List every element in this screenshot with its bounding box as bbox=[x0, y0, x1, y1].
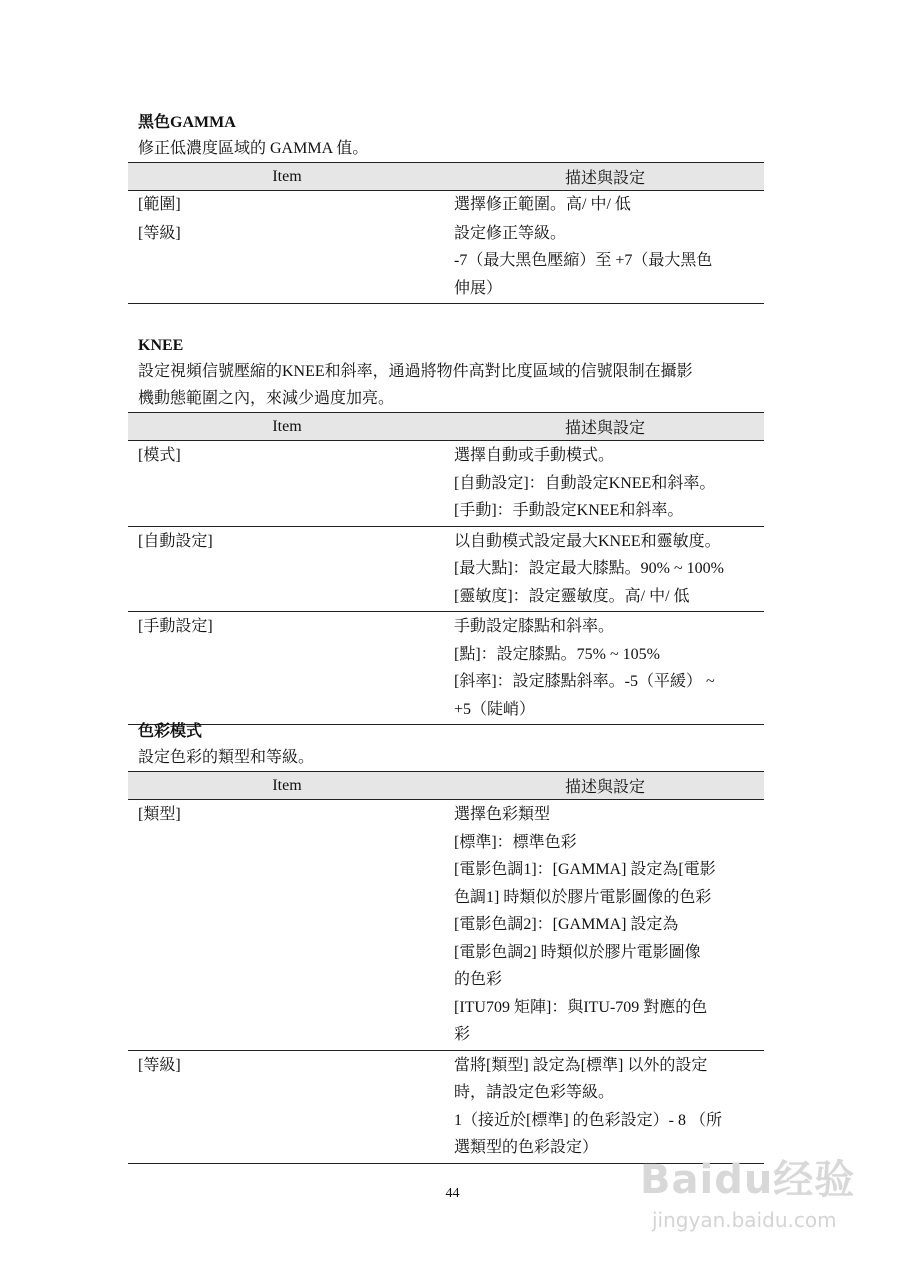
table-row bbox=[128, 191, 764, 219]
description-line: 當將[類型] 設定為[標準] 以外的設定 bbox=[454, 1056, 708, 1074]
description-line: 彩 bbox=[454, 1026, 471, 1043]
description-line: 時，請設定色彩等級。 bbox=[454, 1084, 615, 1101]
description-line: 1（接近於[標準] 的色彩設定）- 8 （所 bbox=[454, 1111, 722, 1129]
section-black-gamma bbox=[128, 111, 764, 304]
description-line: [電影色調2]：[GAMMA] 設定為 bbox=[454, 916, 679, 933]
section-description bbox=[138, 744, 764, 771]
header-description: 描述與設定 bbox=[446, 163, 764, 191]
description-line: [點]：設定膝點。75% ~ 105% bbox=[454, 645, 660, 663]
baidu-watermark bbox=[640, 1148, 880, 1258]
description-line: 機動態範圍之內，來減少過度加亮。 bbox=[138, 390, 395, 407]
row-description bbox=[446, 526, 764, 612]
row-item: [等級] bbox=[128, 219, 446, 304]
row-description bbox=[446, 800, 764, 1051]
description-line: 選類型的色彩設定） bbox=[454, 1139, 599, 1156]
description-line: 色調1] 時類似於膠片電影圖像的色彩 bbox=[454, 888, 712, 906]
description-line: 手動設定膝點和斜率。 bbox=[454, 618, 615, 635]
section-knee bbox=[128, 334, 764, 725]
header-description: 描述與設定 bbox=[446, 772, 764, 800]
description-line: 設定色彩的類型和等級。 bbox=[138, 749, 315, 766]
description-line: 選擇自動或手動模式。 bbox=[454, 447, 615, 464]
table-header-row bbox=[128, 772, 764, 800]
description-line: 設定修正等級。 bbox=[454, 224, 567, 242]
row-item: [手動設定] bbox=[128, 612, 446, 725]
row-item: [類型] bbox=[128, 800, 446, 1051]
page-number: 44 bbox=[445, 1186, 460, 1201]
description-line: 以自動模式設定最大KNEE和靈敏度。 bbox=[454, 532, 721, 550]
table-header-row bbox=[128, 413, 764, 441]
table-row bbox=[128, 1050, 764, 1163]
section-title: 黑色GAMMA bbox=[138, 114, 236, 131]
description-line: +5（陡峭） bbox=[454, 700, 536, 718]
description-line: [電影色調1]：[GAMMA] 設定為[電影 bbox=[454, 861, 716, 878]
description-line: 設定視頻信號壓縮的KNEE和斜率，通過將物件高對比度區域的信號限制在攝影 bbox=[138, 363, 693, 380]
row-item: [自動設定] bbox=[128, 526, 446, 612]
table-row bbox=[128, 612, 764, 725]
header-item: Item bbox=[128, 772, 446, 800]
settings-table bbox=[128, 771, 764, 1164]
header-item: Item bbox=[128, 413, 446, 441]
description-line: [斜率]：設定膝點斜率。-5（平緩） ~ bbox=[454, 673, 715, 690]
header-description: 描述與設定 bbox=[446, 413, 764, 441]
table-row bbox=[128, 219, 764, 304]
description-line: [標準]：標準色彩 bbox=[454, 833, 577, 851]
description-line: [手動]：手動設定KNEE和斜率。 bbox=[454, 502, 684, 519]
description-line: [電影色調2] 時類似於膠片電影圖像 bbox=[454, 943, 701, 961]
row-description bbox=[446, 441, 764, 527]
table-row bbox=[128, 526, 764, 612]
row-item: [等級] bbox=[128, 1050, 446, 1163]
section-description bbox=[138, 358, 764, 412]
table-header-row bbox=[128, 163, 764, 191]
description-line: 伸展） bbox=[454, 279, 503, 297]
settings-table bbox=[128, 412, 764, 725]
description-line: -7（最大黑色壓縮）至 +7（最大黑色 bbox=[454, 252, 713, 269]
section-title: 色彩模式 bbox=[138, 723, 203, 740]
table-row bbox=[128, 800, 764, 1051]
description-line: 修正低濃度區域的 GAMMA 值。 bbox=[138, 140, 369, 157]
row-description bbox=[446, 191, 764, 219]
row-description bbox=[446, 219, 764, 304]
row-item: [範圍] bbox=[138, 196, 181, 213]
row-description bbox=[446, 612, 764, 725]
section-title: KNEE bbox=[138, 337, 184, 354]
section-color-mode bbox=[128, 720, 764, 1164]
header-item: Item bbox=[128, 163, 446, 191]
description-line: [ITU709 矩陣]：與ITU-709 對應的色 bbox=[454, 998, 708, 1016]
description-line: 選擇色彩類型 bbox=[454, 806, 551, 823]
table-row bbox=[128, 441, 764, 527]
watermark-logo: Baidu经验 bbox=[640, 1157, 856, 1203]
row-item: [模式] bbox=[128, 441, 446, 527]
description-line: [最大點]：設定最大膝點。90% ~ 100% bbox=[454, 560, 724, 577]
settings-table bbox=[128, 162, 764, 304]
section-description bbox=[138, 135, 764, 162]
description-line: [靈敏度]：設定靈敏度。高/ 中/ 低 bbox=[454, 587, 690, 605]
description-line: 選擇修正範圍。高/ 中/ 低 bbox=[454, 196, 631, 213]
watermark-url: jingyan.baidu.com bbox=[652, 1208, 837, 1232]
description-line: 的色彩 bbox=[454, 971, 503, 988]
description-line: [自動設定]：自動設定KNEE和斜率。 bbox=[454, 474, 716, 492]
row-description bbox=[446, 1050, 764, 1163]
